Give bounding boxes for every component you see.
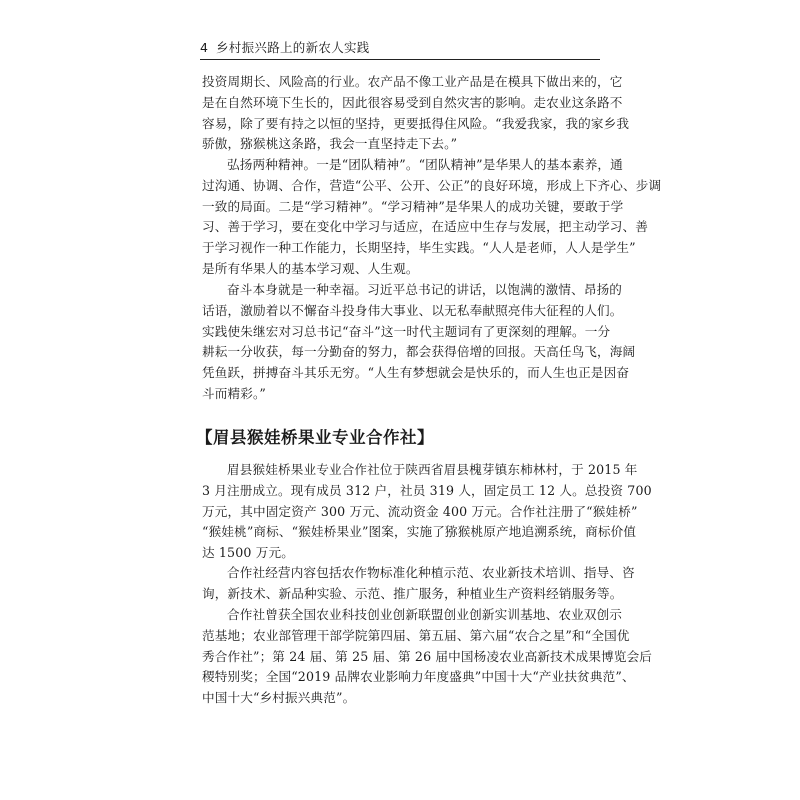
text-line: 一致的局面。二是“学习精神”。“学习精神”是华果人的成功关键，要敢于学 bbox=[202, 198, 624, 214]
text-line: 询，新技术、新品种实验、示范、推广服务，种植业生产资料经销服务等。 bbox=[202, 585, 623, 601]
text-line: 是在自然环境下生长的，因此很容易受到自然灾害的影响。走农业这条路不 bbox=[202, 94, 623, 110]
running-title: 乡村振兴路上的新农人实践 bbox=[216, 40, 370, 55]
text-line: 容易，除了要有持之以恒的坚持，更要抵得住风险。“我爱我家，我的家乡我 bbox=[202, 115, 630, 131]
text-line: 耕耘一分收获，每一分勤奋的努力，都会获得倍增的回报。天高任鸟飞，海阔 bbox=[202, 344, 636, 360]
text-line: 达 1500 万元。 bbox=[202, 545, 294, 561]
text-line: 秀合作社”；第 24 届、第 25 届、第 26 届中国杨凌农业高新技术成果博览会后 bbox=[202, 648, 653, 664]
text-line: 凭鱼跃，拼搏奋斗其乐无穷。“人生有梦想就会是快乐的，而人生也正是因奋 bbox=[202, 365, 630, 381]
text-line: 过沟通、协调、合作，营造“公平、公开、公正”的良好环境，形成上下齐心、步调 bbox=[202, 177, 662, 193]
text-line: 斗而精彩。” bbox=[202, 385, 267, 401]
header-rule bbox=[200, 59, 600, 60]
text-line: 弘扬两种精神。一是“团队精神”。“团队精神”是华果人的基本素养，通 bbox=[227, 157, 623, 172]
text-line: 稷特别奖；全国“2019 品牌农业影响力年度盛典”中国十大“产业扶贫典范”、 bbox=[202, 669, 635, 685]
text-line: 骄傲，猕猴桃这条路，我会一直坚持走下去。” bbox=[202, 136, 458, 152]
running-header bbox=[200, 38, 620, 56]
text-line: 投资周期长、风险高的行业。农产品不像工业产品是在模具下做出来的，它 bbox=[202, 74, 623, 89]
text-line: 奋斗本身就是一种幸福。习近平总书记的讲话，以饱满的激情、昂扬的 bbox=[227, 282, 623, 297]
text-line: 习、善于学习，要在变化中学习与适应，在适应中生存与发展，把主动学习、善 bbox=[202, 219, 649, 235]
text-line: “猴娃桃”商标、“猴娃桥果业”图案，实施了猕猴桃原产地追溯系统，商标价值 bbox=[202, 524, 637, 540]
paragraph-continuation bbox=[202, 72, 630, 155]
text-line: 中国十大“乡村振兴典范”。 bbox=[202, 690, 356, 706]
page-number: 4 bbox=[200, 40, 209, 55]
paragraph-struggle bbox=[202, 280, 636, 405]
text-line: 万元，其中固定资产 300 万元、流动资金 400 万元。合作社注册了“猴娃桥” bbox=[202, 503, 638, 519]
text-line: 实践使朱继宏对习总书记“奋斗”这一时代主题词有了更深刻的理解。一分 bbox=[202, 323, 611, 339]
paragraph-business-scope bbox=[202, 563, 635, 605]
paragraph-cooperative-intro bbox=[202, 460, 652, 564]
text-line: 范基地；农业部管理干部学院第四届、第五届、第六届“农合之星”和“全国优 bbox=[202, 627, 630, 643]
section-heading: 【眉县猴娃桥果业专业合作社】 bbox=[196, 428, 434, 447]
text-line: 眉县猴娃桥果业专业合作社位于陕西省眉县槐芽镇东柿林村，于 2015 年 bbox=[227, 462, 638, 477]
paragraph-two-spirits bbox=[202, 155, 662, 280]
text-line: 话语，激励着以不懈奋斗投身伟大事业、以无私奉献照亮伟大征程的人们。 bbox=[202, 302, 623, 318]
text-line: 于学习视作一种工作能力，长期坚持，毕生实践。“人人是老师，人人是学生” bbox=[202, 240, 636, 256]
text-line: 合作社经营内容包括农作物标准化种植示范、农业新技术培训、指导、咨 bbox=[227, 565, 635, 580]
text-line: 3 月注册成立。现有成员 312 户，社员 319 人，固定员工 12 人。总投资 700 bbox=[202, 482, 652, 498]
text-line: 是所有华果人的基本学习观、人生观。 bbox=[202, 260, 419, 276]
text-line: 合作社曾获全国农业科技创业创新联盟创业创新实训基地、农业双创示 bbox=[227, 607, 623, 622]
paragraph-awards bbox=[202, 605, 653, 709]
